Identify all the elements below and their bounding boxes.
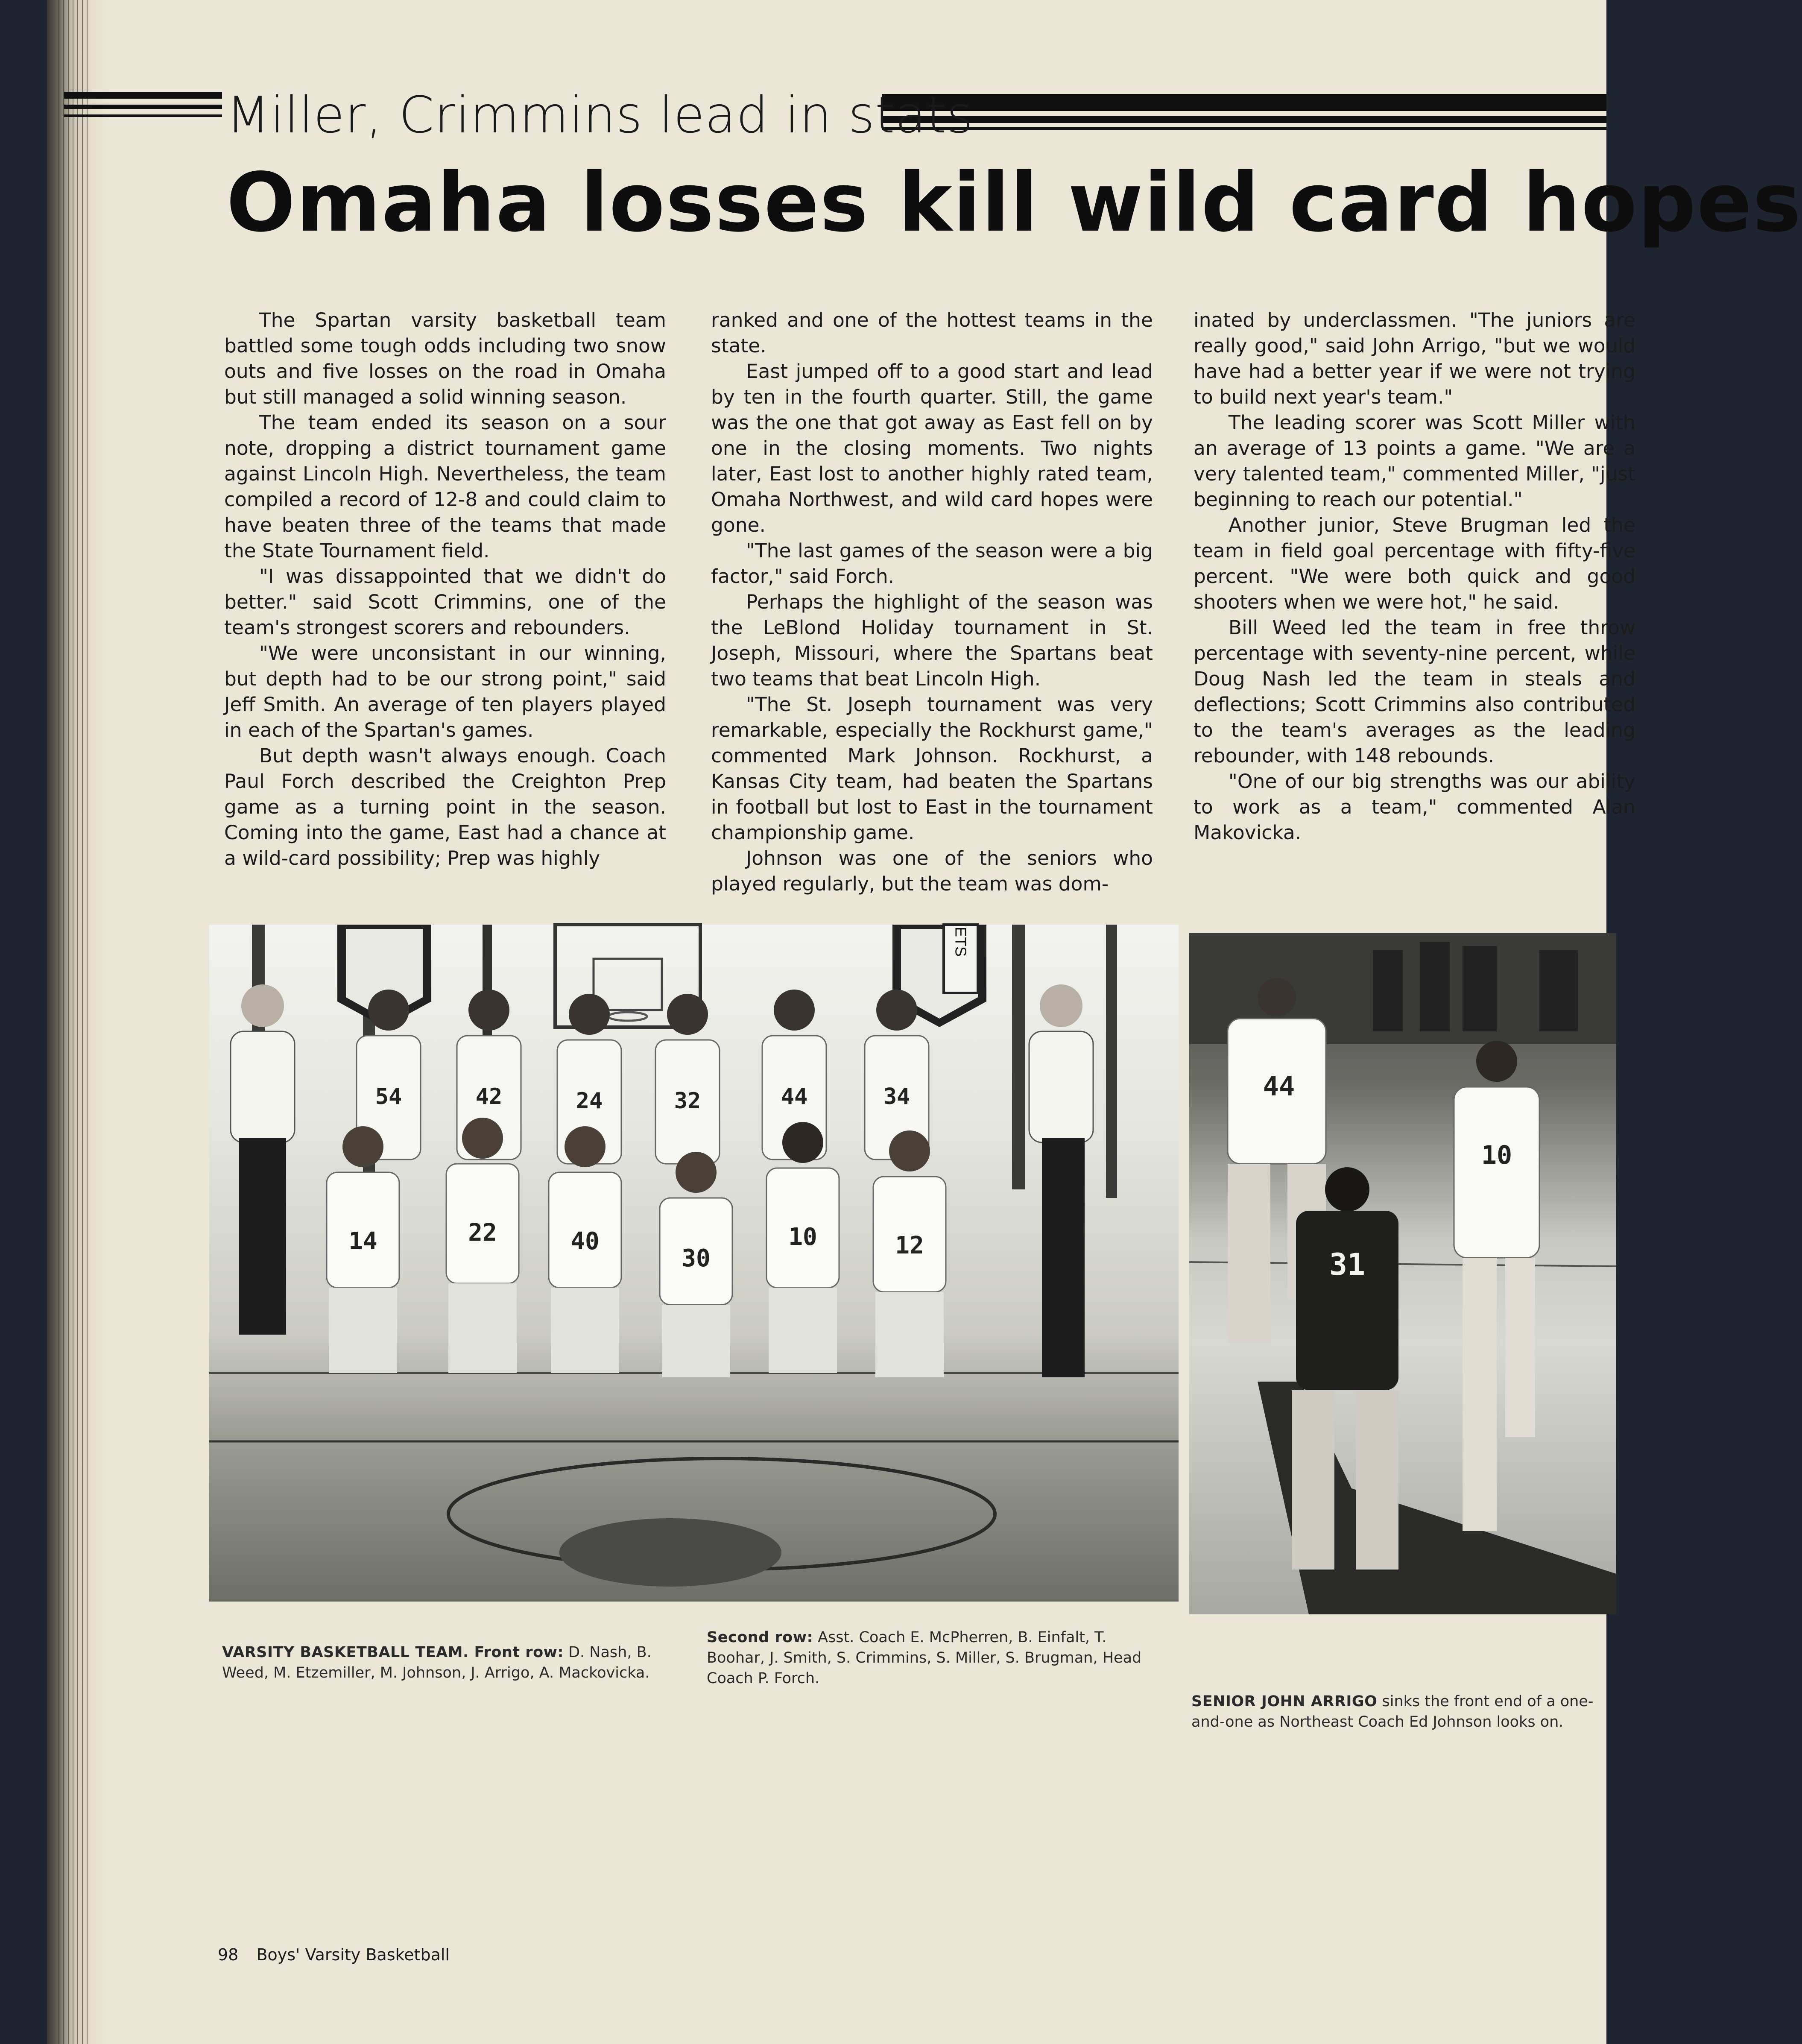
header-rule-right-3 (882, 127, 1606, 130)
paragraph: But depth wasn't always enough. Coach Paul Forch described the Creighton Prep game as a turning point in the season. Coming into the game, East had a chance at a wild-card possibility; Prep was highly (224, 744, 666, 870)
kicker-headline: Miller, Crimmins lead in stats (226, 85, 974, 144)
page-number: 98 (218, 1945, 239, 1964)
caption-label: Second row: (707, 1629, 813, 1646)
paragraph: Bill Weed led the team in free throw percentage with seventy-nine percent, while Doug Nash led the team in steals and deflections; Scott Crimmins also contributed to the team's averages as the leading rebounder, with 148 rebounds. (1194, 616, 1635, 767)
page-footer (218, 1945, 450, 1964)
header-rule-right-2 (882, 116, 1606, 123)
paragraph: "One of our big strengths was our ability to work as a team," commented Alan Makovicka. (1194, 770, 1635, 844)
action-jersey-number: 31 (1329, 1247, 1366, 1282)
article-column-1 (224, 307, 666, 871)
jersey-number: 30 (682, 1245, 711, 1272)
yearbook-page (47, 0, 1802, 2044)
paragraph: Johnson was one of the seniors who played regularly, but the team was dom- (711, 847, 1153, 895)
action-photo-caption (1191, 1691, 1618, 1732)
paragraph: "The St. Joseph tournament was very remarkable, especially the Rockhurst game," commented Mark Johnson. Rockhurst, a Kansas City team, had beaten the Spartans in football but lost to East in the tournament championship game. (711, 693, 1153, 844)
header-rule-right (882, 94, 1606, 111)
paragraph: Perhaps the highlight of the season was the LeBlond Holiday tournament in St. Joseph, Missouri, where the Spartans beat two teams that beat Lincoln High. (711, 591, 1153, 690)
paragraph-continued: ranked and one of the hottest teams in the state. (711, 309, 1153, 357)
header-rule-left-3 (64, 114, 222, 117)
page-edges (55, 0, 89, 2044)
jersey-number: 34 (883, 1084, 910, 1110)
paragraph: The team ended its season on a sour note, dropping a district tournament game against Lincoln High. Nevertheless, the team compiled a record of 12-8 and could claim to have beaten three of the teams that made the State Tournament field. (224, 411, 666, 562)
jersey-number: 14 (348, 1227, 377, 1255)
jersey-number: 40 (570, 1227, 600, 1255)
caption-text: D. Nash, B. Weed, M. Etzemiller, M. Johnson, J. Arrigo, A. Mackovicka. (222, 1644, 652, 1681)
paragraph: East jumped off to a good start and lead by ten in the fourth quarter. Still, the game was the one that got away as East fell on by one in the closing moments. Two nights later, East lost to another highly rated team, Omaha Northwest, and wild card hopes were gone. (711, 360, 1153, 536)
team-photo (209, 925, 1179, 1602)
jersey-number: 22 (468, 1219, 497, 1247)
main-headline: Omaha losses kill wild card hopes (226, 155, 1802, 250)
paragraph: "We were unconsistant in our winning, but depth had to be our strong point," said Jeff Smith. An average of ten players played in each of the Spartan's games. (224, 642, 666, 741)
jersey-number: 54 (375, 1084, 402, 1110)
caption-text: sinks the front end of a one-and-one as Northeast Coach Ed Johnson looks on. (1191, 1693, 1594, 1731)
jersey-number: 44 (781, 1084, 808, 1110)
jersey-number: 42 (475, 1084, 503, 1110)
article-column-3 (1194, 307, 1635, 846)
caption-label: SENIOR JOHN ARRIGO (1191, 1693, 1378, 1710)
team-photo-caption-2 (707, 1627, 1151, 1689)
section-name: Boys' Varsity Basketball (256, 1945, 450, 1964)
jersey-number: 10 (788, 1223, 817, 1251)
header-rule-left (64, 92, 222, 99)
paragraph: The Spartan varsity basketball team battled some tough odds including two snow outs and five losses on the road in Omaha but still managed a solid winning season. (224, 309, 666, 408)
paragraph: The leading scorer was Scott Miller with an average of 13 points a game. "We are a very talented team," commented Miller, "just beginning to reach our potential." (1194, 411, 1635, 511)
jersey-number: 12 (895, 1232, 924, 1259)
action-photo-illustration (1189, 933, 1616, 1614)
page-binding (47, 0, 111, 2044)
header-rule-left-2 (64, 105, 222, 109)
action-jersey-number: 44 (1263, 1071, 1295, 1102)
paragraph: Another junior, Steve Brugman led the team in field goal percentage with fifty-five percent. "We were both quick and good shooters when we were hot," he said. (1194, 514, 1635, 613)
action-jersey-number: 10 (1481, 1140, 1512, 1170)
paragraph: "I was dissappointed that we didn't do better." said Scott Crimmins, one of the team's strongest scorers and rebounders. (224, 565, 666, 639)
jersey-number: 24 (576, 1088, 603, 1114)
action-photo (1189, 933, 1616, 1614)
paragraph-continued: inated by underclassmen. "The juniors are really good," said John Arrigo, "but we would have had a better year if we were not trying to build next year's team." (1194, 309, 1635, 408)
team-photo-caption (222, 1642, 666, 1683)
jersey-number: 32 (674, 1088, 701, 1114)
team-banner-text: ETS (952, 926, 970, 957)
article-column-2 (711, 307, 1153, 897)
team-photo-illustration (209, 925, 1179, 1602)
caption-text: Asst. Coach E. McPherren, B. Einfalt, T. Boohar, J. Smith, S. Crimmins, S. Miller, S. Brugman, Head Coach P. Forch. (707, 1629, 1142, 1687)
paragraph: "The last games of the season were a big factor," said Forch. (711, 539, 1153, 588)
caption-label: VARSITY BASKETBALL TEAM. Front row: (222, 1644, 564, 1661)
